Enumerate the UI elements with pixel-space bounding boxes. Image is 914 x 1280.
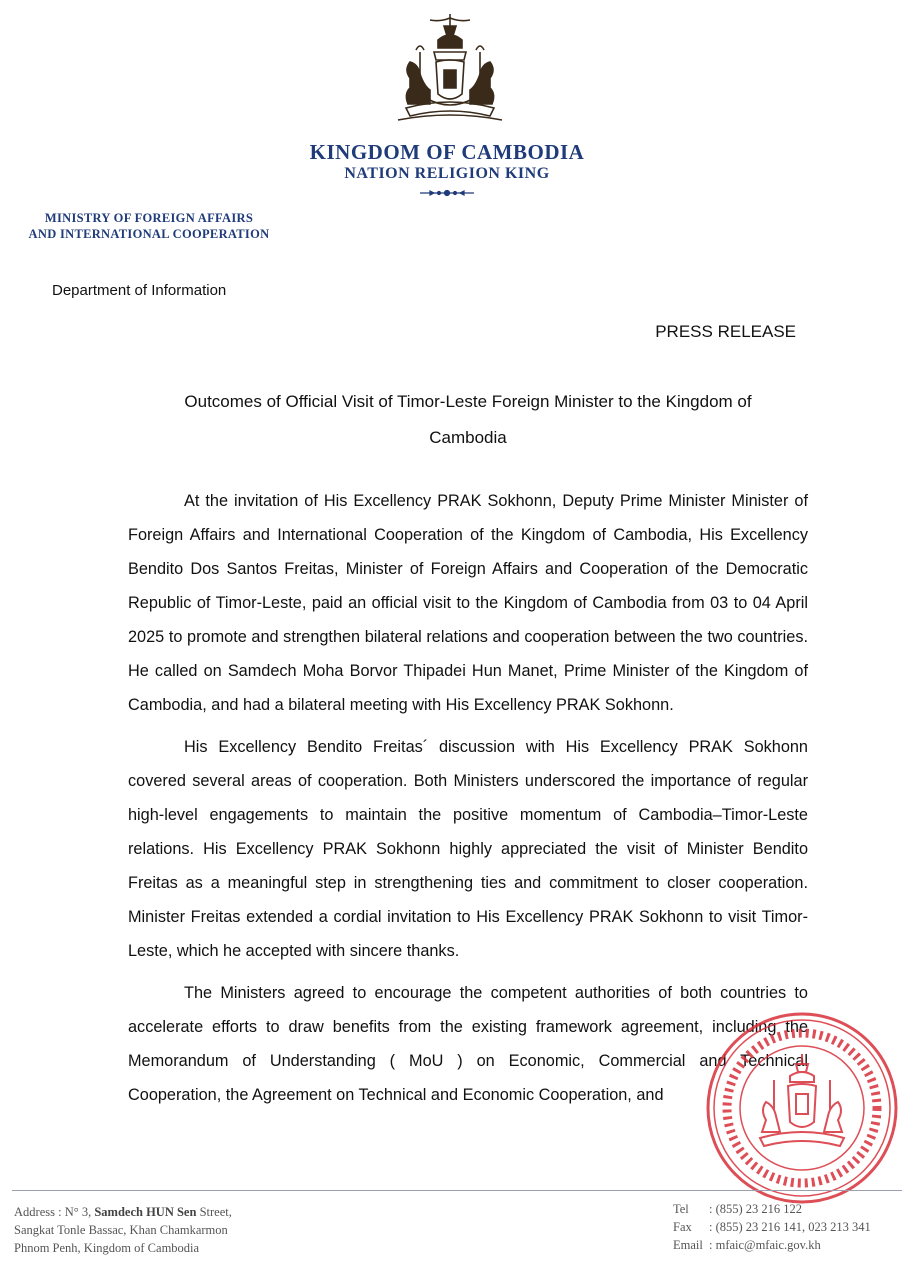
fax-value: : (855) 23 216 141, 023 213 341 — [709, 1220, 871, 1234]
tel-value: : (855) 23 216 122 — [709, 1202, 803, 1216]
royal-arms-icon — [390, 12, 510, 128]
address-line-3: Phnom Penh, Kingdom of Cambodia — [14, 1241, 200, 1255]
ministry-line-2: AND INTERNATIONAL COOPERATION — [28, 227, 270, 241]
kingdom-title: KINGDOM OF CAMBODIA — [309, 140, 585, 164]
fax-label: Fax — [673, 1220, 692, 1234]
body-paragraph: At the invitation of His Excellency PRAK Sokhonn, Deputy Prime Minister Minister of Foreign Affairs and International Cooperation of the Kingdom of Cambodia, His Excellency Bendito Dos Santos Freitas, Minister of Foreign Affairs and Cooperation of the Democratic Republic of Timor-Leste, paid an official visit to the Kingdom of Cambodia from 03 to 04 April 2025 to promote and strengthen bilateral relations and cooperation between the two countries. He called on Samdech Moha Borvor Thipadei Hun Manet, Prime Minister of the Kingdom of Cambodia, and had a bilateral meeting with His Excellency PRAK Sokhonn. — [128, 492, 808, 714]
department-label: Department of Information — [52, 282, 227, 299]
email-label: Email — [673, 1238, 703, 1252]
body-paragraph: His Excellency Bendito Freitas´ discussion with His Excellency PRAK Sokhonn covered several areas of cooperation. Both Ministers underscored the importance of regular high-level engagements to maintain the positive momentum of Cambodia–Timor-Leste relations. His Excellency PRAK Sokhonn highly appreciated the visit of Minister Bendito Freitas as a meaningful step in strengthening ties and commitment to closer cooperation. Minister Freitas extended a cordial invitation to His Excellency PRAK Sokhonn to visit Timor-Leste, which he accepted with sincere thanks. — [128, 738, 808, 960]
press-release-label: PRESS RELEASE — [655, 322, 796, 341]
footer-address — [14, 1203, 232, 1257]
address-suffix: Street, — [196, 1205, 232, 1219]
footer-divider — [12, 1190, 902, 1191]
ministry-line-1: MINISTRY OF FOREIGN AFFAIRS — [44, 211, 254, 225]
email-value: : mfaic@mfaic.gov.kh — [709, 1238, 821, 1252]
ministry-name — [14, 210, 284, 242]
tel-row — [673, 1200, 871, 1218]
ornament-divider-icon — [418, 188, 476, 198]
address-line-1 — [14, 1203, 232, 1221]
title-line-1: Outcomes of Official Visit of Timor-Leste Foreign Minister to the Kingdom of — [184, 392, 752, 411]
footer-contact — [673, 1200, 871, 1254]
ministry-seal-icon — [704, 1010, 900, 1206]
address-prefix: Address : N° 3, — [14, 1205, 95, 1219]
document-title — [128, 384, 808, 456]
body-paragraph: The Ministers agreed to encourage the competent authorities of both countries to accelerate efforts to draw benefits from the existing framework agreement, including the Memorandum of Understanding ( MoU ) on Economic, Commercial and Technical Cooperation, the Agreement on Technical and Economic Cooperation, and — [128, 984, 808, 1104]
address-street-name: Samdech HUN Sen — [94, 1205, 197, 1219]
email-row — [673, 1236, 871, 1254]
fax-row — [673, 1218, 871, 1236]
national-motto: NATION RELIGION KING — [344, 165, 550, 182]
title-line-2: Cambodia — [429, 428, 507, 447]
address-line-2: Sangkat Tonle Bassac, Khan Chamkarmon — [14, 1223, 228, 1237]
tel-label: Tel — [673, 1202, 689, 1216]
